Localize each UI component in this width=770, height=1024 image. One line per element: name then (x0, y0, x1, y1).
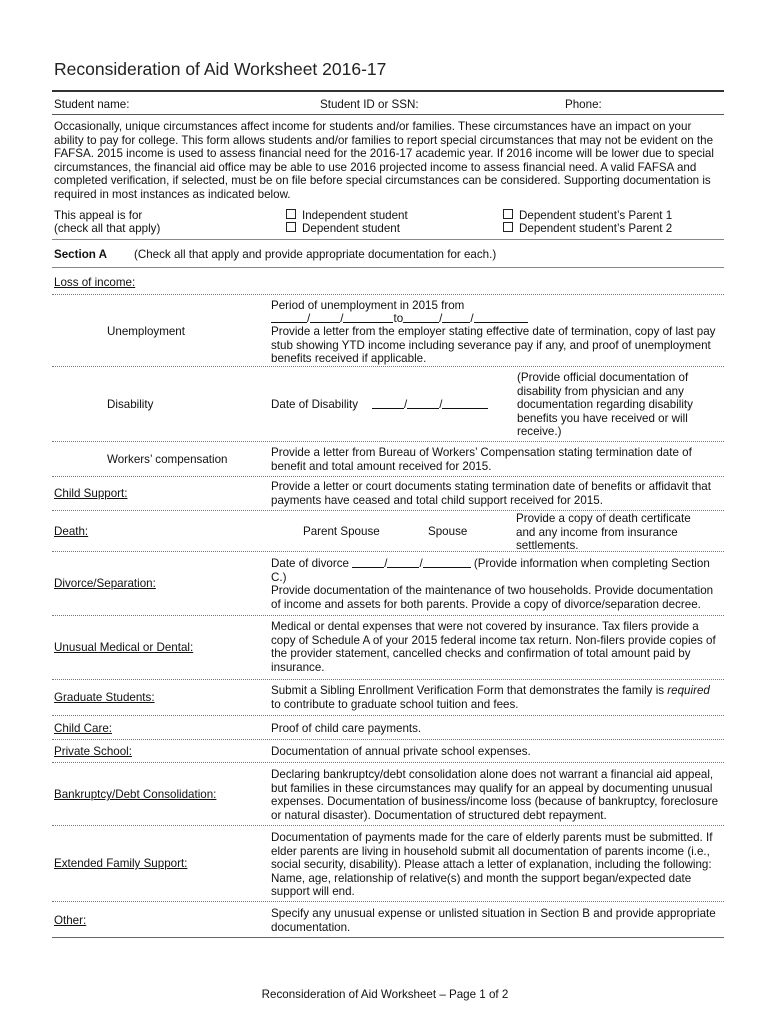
medical-label[interactable]: Unusual Medical or Dental: (54, 641, 194, 654)
appeal-option-parent2[interactable]: Dependent student’s Parent 2 (503, 222, 672, 236)
divorce-date-field[interactable]: / / (352, 557, 470, 570)
appeal-option-dependent[interactable]: Dependent student (286, 222, 400, 236)
bankruptcy-instructions: Declaring bankruptcy/debt consolidation alone does not warrant a financial aid appeal, but families in these circumstances may qualify for an appeal by documenting unusual expenses. Documentation of business/income loss (because of bankruptcy, foreclosure or natural disaster). Documentation of structured debt repayment. (271, 768, 719, 822)
bankruptcy-label[interactable]: Bankruptcy/Debt Consolidation: (54, 788, 217, 801)
checkbox-icon[interactable] (286, 222, 296, 232)
section-a-instructions: (Check all that apply and provide appropriate documentation for each.) (134, 248, 497, 261)
title-divider (52, 90, 724, 92)
checkbox-icon[interactable] (286, 209, 296, 219)
unemployment-period-label: Period of unemployment in 2015 from (271, 299, 465, 312)
divider (52, 476, 724, 477)
extended-family-label[interactable]: Extended Family Support: (54, 857, 188, 870)
divider (52, 441, 724, 442)
child-care-instructions: Proof of child care payments. (271, 722, 422, 735)
student-id-label: Student ID or SSN: (320, 98, 419, 111)
divider (52, 239, 724, 240)
child-support-label[interactable]: Child Support: (54, 487, 128, 500)
divider (52, 901, 724, 902)
unemployment-instructions: Provide a letter from the employer stating effective date of termination, copy of last pay stub showing YTD income including severance pay if any, and proof of unemployment benefits received if applicable. (271, 325, 716, 366)
unemployment-label: Unemployment (107, 325, 185, 338)
other-instructions: Specify any unusual expense or unlisted situation in Section B and provide appropriate documentation. (271, 907, 716, 934)
workers-comp-label: Workers’ compensation (107, 453, 228, 466)
graduate-label[interactable]: Graduate Students: (54, 691, 155, 704)
disability-date-field[interactable]: / / (372, 398, 488, 412)
divider (52, 715, 724, 716)
divider (52, 366, 724, 367)
appeal-label: This appeal is for (54, 209, 143, 222)
death-option-parent-spouse[interactable]: Parent Spouse (303, 525, 380, 538)
phone-label: Phone: (565, 98, 602, 111)
header-divider (52, 114, 724, 115)
death-option-spouse[interactable]: Spouse (428, 525, 468, 538)
divider (52, 825, 724, 826)
disability-date-label: Date of Disability (271, 398, 358, 411)
divider (52, 267, 724, 268)
loss-of-income-heading[interactable]: Loss of income: (54, 276, 136, 289)
private-school-instructions: Documentation of annual private school expenses. (271, 745, 531, 758)
death-label[interactable]: Death: (54, 525, 89, 538)
disability-label: Disability (107, 398, 154, 411)
medical-instructions: Medical or dental expenses that were not covered by insurance. Tax filers provide a copy of Schedule A of your 2015 federal income tax return. Non-filers provide copies of the provider statement, cancelled checks and confirmation of total amount paid by insurance. (271, 620, 716, 674)
divorce-instructions: Provide documentation of the maintenance of two households. Provide documentation of income and assets for both parents. Provide a copy of divorce/separation decree. (271, 584, 714, 611)
child-support-instructions: Provide a letter or court documents stating termination date of benefits or affidavit that payments have ceased and total child support received for 2015. (271, 480, 711, 507)
page-footer: Reconsideration of Aid Worksheet – Page 1 of 2 (261, 988, 509, 1001)
divider (52, 510, 724, 511)
extended-family-instructions: Documentation of payments made for the care of elderly parents must be submitted. If elder parents are living in household submit all documentation of parents income (i.e., social security, disability). Please attach a letter of explanation, including the following: Name, age, relationship of relative(s) and month the support began/expected date support will end. (271, 831, 713, 899)
divorce-date-line: Date of divorce / / (Provide information when completing Section C.) (271, 557, 710, 584)
appeal-option-independent[interactable]: Independent student (286, 209, 408, 223)
appeal-sublabel: (check all that apply) (54, 222, 161, 235)
divider (52, 937, 724, 938)
divider (52, 762, 724, 763)
divider (52, 551, 724, 552)
appeal-option-parent1[interactable]: Dependent student’s Parent 1 (503, 209, 672, 223)
disability-note: (Provide official documentation of disability from physician and any documentation regarding disability benefits you have received or will receive.) (517, 371, 693, 439)
section-a-label: Section A (54, 248, 108, 261)
divider (52, 615, 724, 616)
checkbox-icon[interactable] (503, 209, 513, 219)
divider (52, 679, 724, 680)
workers-comp-instructions: Provide a letter from Bureau of Workers’ Compensation stating termination date of benefit and total amount received for 2015. (271, 446, 692, 473)
page-title: Reconsideration of Aid Worksheet 2016-17 (54, 59, 387, 79)
unemployment-period-fields[interactable]: / / to / / (271, 312, 528, 326)
intro-paragraph: Occasionally, unique circumstances affect income for students and/or families. These circumstances have an impact on your ability to pay for college. This form allows students and/or families to report special circumstances that may not be evident on the FAFSA. 2015 income is used to assess financial need for the 2016-17 academic year. If 2016 income will be lower due to special circumstances, the financial aid office may be able to use 2016 projected income to assess financial need. A valid FAFSA and completed verification, if selected, must be on file before special circumstances can be considered. Supporting documentation is required in most instances as indicated below. (54, 120, 714, 201)
graduate-instructions: Submit a Sibling Enrollment Verification Form that demonstrates the family is required to contribute to graduate school tuition and fees. (271, 684, 710, 711)
divorce-label[interactable]: Divorce/Separation: (54, 577, 156, 590)
divider (52, 739, 724, 740)
child-care-label[interactable]: Child Care: (54, 722, 112, 735)
death-instructions: Provide a copy of death certificate and any income from insurance settlements. (516, 512, 691, 553)
other-label[interactable]: Other: (54, 914, 87, 927)
private-school-label[interactable]: Private School: (54, 745, 132, 758)
checkbox-icon[interactable] (503, 222, 513, 232)
student-name-label: Student name: (54, 98, 130, 111)
divider (52, 294, 724, 295)
